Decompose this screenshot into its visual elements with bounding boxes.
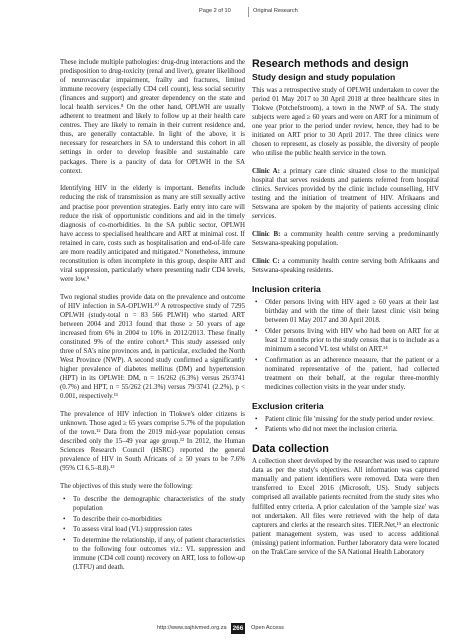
footer-page-number: 266 — [232, 625, 244, 632]
paragraph-clinic-b: Clinic B: a community health centre serving a predominantly Setswana-speaking population. — [252, 230, 439, 248]
list-item: • Older persons living with HIV who had been on ART for at least 12 months prior to the study census that is to include as a minimum a second VL test whilst on ART.¹⁴ — [255, 326, 439, 353]
header-page-number: Page 2 of 10 — [199, 8, 231, 14]
list-item: • To describe the demographic characteristics of the study population — [63, 495, 245, 513]
paragraph-objectives-intro: The objectives of this study were the following: — [60, 482, 193, 491]
page-header — [0, 7, 453, 19]
section-heading-methods: Research methods and design — [252, 58, 409, 70]
paragraph-regional-studies: Two regional studies provide data on the prevalence and outcome of HIV infection in SA-OPLWH.¹⁰ A retrospective study of 7295 OPLWH (study-total n = 83 566 PLWH) who started ART between 2004 and 2013 found that those ≥ 50 years of age increased from 6% in 2004 to 10% in 2012/2013. These finally constituted 9% of the entire cohort.⁸ This study assessed only three of SA's nine provinces and, in particular, excluded the North West Province (NWP). A second study confirmed a significantly higher prevalence of diabetes mellitus (DM) and hypertension (HPT) in its OPLWH: DM, n = 16/262 (6.3%) versus 26/3741 (0.7%) and HPT, n = 55/262 (21.3%) versus 79/3741 (2.2%), p < 0.001, respectively.¹¹ — [60, 292, 245, 401]
subsection-heading-inclusion: Inclusion criteria — [252, 284, 321, 295]
header-article-type: Original Research — [253, 8, 298, 14]
bullet-icon: • — [255, 425, 258, 434]
list-item: • To determine the relationship, if any, of patient characteristics to the following four outcomes viz.: VL suppression and immune (CD4 cell count) recovery on ART, loss to follow-up (LTFU) and death. — [63, 535, 245, 572]
subsection-heading-exclusion: Exclusion criteria — [252, 400, 324, 411]
paragraph-identifying-hiv: Identifying HIV in the elderly is important. Benefits include reducing the risk of transmission as many are still sexually active and practise poor prevention strategies. Early entry into care will reduce the risk of opportunistic conditions and aid in the timely diagnosis of co-morbidities. In the SA public sector, OPLWH have access to specialised healthcare and ART at minimal cost. If retained in care, costs such as hospitalisation and end-of-life care are more readily anticipated and mitigated.⁹ Nonetheless, immune reconstitution is often incomplete in this group, despite ART and viral suppression, particularly where presenting nadir CD4 levels, were low.⁵ — [60, 184, 245, 283]
subsection-heading-study-design: Study design and study population — [252, 72, 396, 82]
paragraph-data-collection: A collection sheet developed by the researcher was used to capture data as per the study's objectives. All information was captured manually and patient identifiers were removed. Data were then transferred to Excel 2016 (Microsoft, US). Study subjects comprised all available patients recruited from the study sites who fulfilled entry criteria. A prior calculation of the 'sample size' was not undertaken. All files were retrieved with the help of data capturers and clerks at the research sites. TIER.Net,¹⁵ an electronic patient management system, was used to access additional (missing) patient information. Further laboratory data were located on the TrakCare service of the SA National Health Laboratory — [252, 457, 439, 556]
list-item: • Confirmation as an adherence measure, that the patient or a nominated representative of the patient, had collected treatment on their behalf, at the regular three-monthly medicines collection visits in the year under study. — [255, 355, 439, 391]
list-item: • Patient clinic file 'missing' for the study period under review. — [255, 414, 434, 423]
bullet-icon: • — [63, 535, 66, 544]
list-item: • To describe their co-morbidities — [63, 514, 162, 523]
paragraph-study-design: This was a retrospective study of OPLWH undertaken to cover the period 01 May 2017 to 30 April 2018 at three healthcare sites in Tlokwe (Potchefstroom), a town in the NWP of SA. The study subjects were aged ≥ 60 years and were on ART for a minimum of one year prior to the period under review, hence, they had to be initiated on ART prior to 30 April 2017. The three clinics were chosen to represent, as closely as possible, the diversity of people who utilise the public health service in the town. — [252, 86, 439, 158]
bullet-icon: • — [63, 525, 66, 534]
journal-url-link[interactable]: http://www.sajhivmed.org.za — [157, 625, 227, 631]
right-column — [252, 58, 439, 566]
list-item: • Older persons living with HIV aged ≥ 60 years at their last birthday and with the time of their latest clinic visit being between 01 May 2017 and 30 April 2018. — [255, 298, 439, 325]
footer-open-access: Open Access — [251, 625, 284, 631]
bullet-icon: • — [63, 514, 66, 523]
paragraph-pathologies: These include multiple pathologies: drug-drug interactions and the predisposition to drug-toxicity (renal and liver), greater likelihood of neurovascular impairment, frailty and fractures, limited immune recovery (especially CD4 cell count), less social security (finances and support) and greater dependency on the state and local health services.⁸ On the other hand, OPLWH are usually adherent to treatment and likely to follow up at their health care centres. They are likely to remain in their current residence and, thus, are generally contactable. In light of the above, it is necessary for researchers in SA to understand this cohort in all settings in order to develop feasible and sustainable care packages. There is a paucity of data for OPLWH in the SA context. — [60, 58, 245, 175]
paragraph-clinic-a: Clinic A: a primary care clinic situated close to the municipal hospital that serves residents and patients referred from hospital clinics. Services provided by the clinic include counselling, HIV testing and the initiation of treatment of HIV. Afrikaans and Setswana are spoken by the majority of patients accessing clinic services. — [252, 167, 440, 221]
clinic-c-label: Clinic C: — [252, 257, 280, 266]
list-item: • To assess viral load (VL) suppression rates — [63, 525, 192, 534]
inclusion-list — [252, 298, 439, 391]
list-item: • Patients who did not meet the inclusion criteria. — [255, 425, 398, 434]
section-heading-data-collection: Data collection — [252, 443, 329, 456]
clinic-a-label: Clinic A: — [252, 167, 280, 176]
paragraph-tlokwe-prevalence: The prevalence of HIV infection in Tlokwe's older citizens is unknown. Those aged ≥ 65 years comprise 5.7% of the population of the town.¹² Data from the 2019 mid-year population census described only the 15–49 year age group.¹² In 2012, the Human Sciences Research Council (HSRC) reported the general prevalence of HIV in South Africans of ≥ 50 years to be 7.6% (95% CI 6.5–8.8).¹³ — [60, 410, 245, 473]
bullet-icon: • — [255, 298, 258, 307]
bullet-icon: • — [255, 326, 258, 335]
page-footer — [0, 623, 453, 635]
header-divider — [248, 7, 249, 17]
objectives-list — [60, 495, 245, 572]
bullet-icon: • — [255, 414, 258, 423]
exclusion-list — [252, 415, 439, 435]
bullet-icon: • — [255, 355, 258, 364]
paragraph-clinic-c: Clinic C: a community health centre serving both Afrikaans and Setswana-speaking residents. — [252, 257, 439, 275]
left-column — [60, 58, 245, 576]
bullet-icon: • — [63, 495, 66, 504]
clinic-b-label: Clinic B: — [252, 230, 281, 239]
